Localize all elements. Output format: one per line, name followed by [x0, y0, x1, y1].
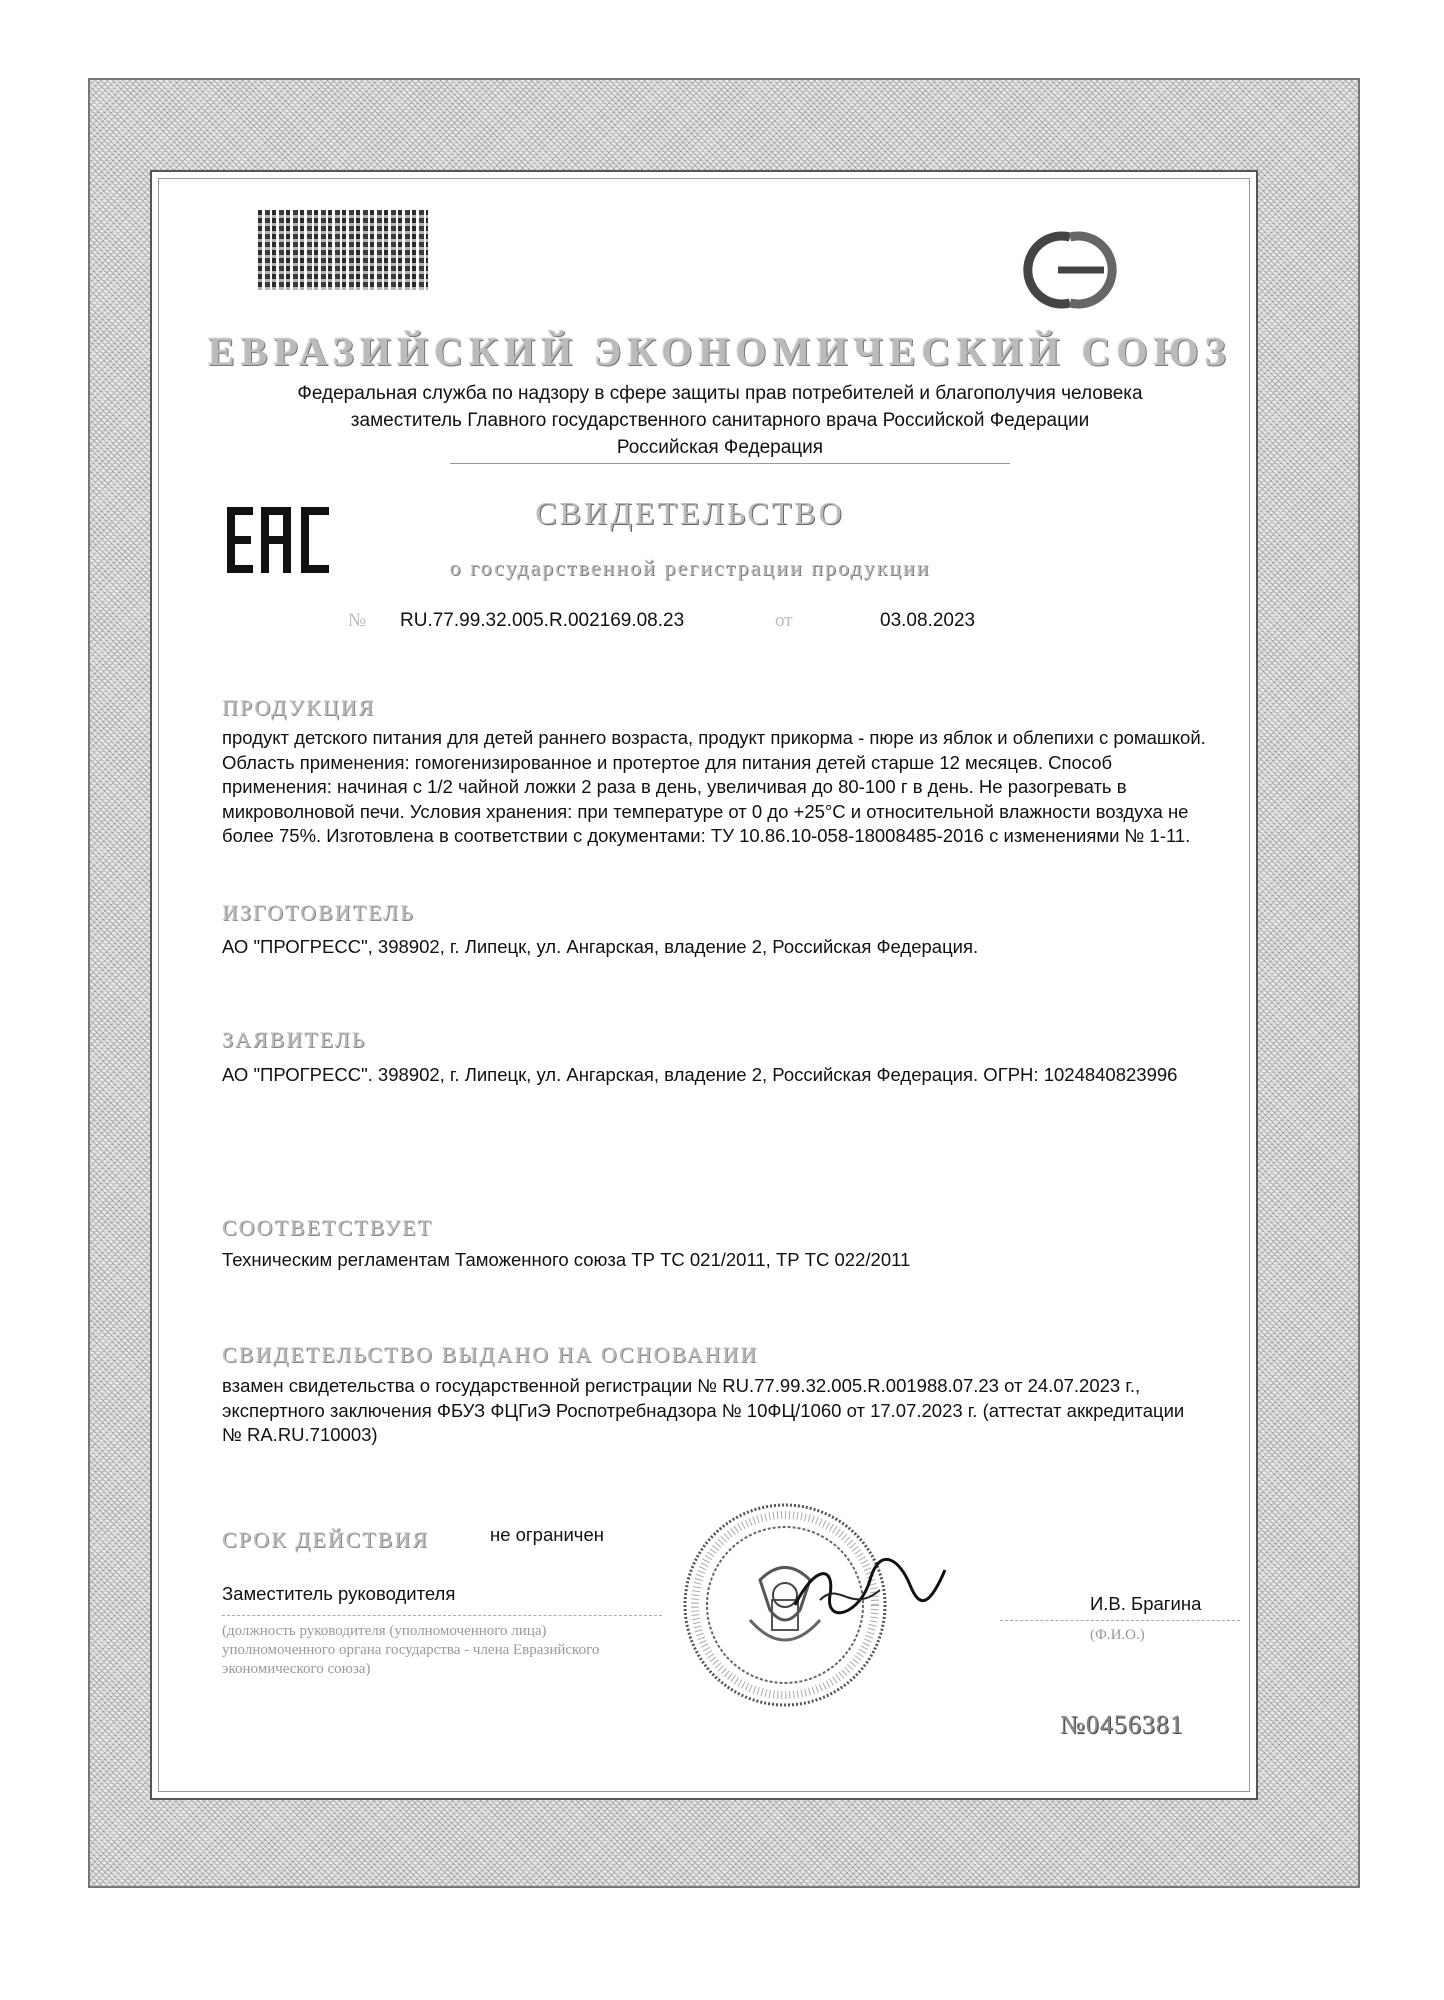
authority-line: заместитель Главного государственного санитарного врача Российской Федерации [350, 410, 1090, 431]
authority-line: Российская Федерация [616, 437, 824, 458]
validity-value: не ограничен [490, 1524, 604, 1545]
name-caption: (Ф.И.О.) [1090, 1627, 1145, 1643]
product-label: ПРОДУКЦИЯ [222, 695, 376, 720]
handwritten-signature [790, 1555, 950, 1625]
certificate-number: RU.77.99.32.005.R.002169.08.23 [400, 610, 685, 631]
signature-line [222, 1615, 662, 1616]
name-line [1000, 1620, 1240, 1621]
document-subtitle: о государственной регистрации продукции [449, 555, 931, 580]
manufacturer-label: ИЗГОТОВИТЕЛЬ [222, 900, 415, 925]
barcode-image [258, 210, 428, 290]
validity-label: СРОК ДЕЙСТВИЯ [222, 1527, 429, 1552]
se-logo-icon [1000, 225, 1140, 315]
union-title: ЕВРАЗИЙСКИЙ ЭКОНОМИЧЕСКИЙ СОЮЗ [208, 329, 1232, 374]
authority-line: Федеральная служба по надзору в сфере защиты прав потребителей и благополучия человека [297, 383, 1143, 404]
issuing-authority [200, 380, 1240, 461]
signatory-position: Заместитель руководителя [222, 1583, 456, 1604]
certificate-date: 03.08.2023 [880, 610, 976, 631]
conforms-text: Техническим регламентам Таможенного союза ТР ТС 021/2011, ТР ТС 022/2011 [222, 1249, 911, 1270]
conforms-label: СООТВЕТСТВУЕТ [222, 1215, 433, 1240]
serial-number: №0456381 [1060, 1710, 1184, 1739]
document-title: СВИДЕТЕЛЬСТВО [535, 495, 845, 531]
signatory-name: И.В. Брагина [1090, 1593, 1202, 1614]
basis-text: взамен свидетельства о государственной регистрации № RU.77.99.32.005.R.001988.07.23 от 24.07.2023 г., экспертного заключения ФБУЗ ФЦГиЭ Роспотребнадзора № 10ФЦ/1060 от 17.07.2023 г. (аттестат аккредитации № RA.RU.710003) [222, 1375, 1185, 1445]
position-caption: (должность руководителя (уполномоченного лица) уполномоченного органа государства - члена Евразийского экономического союза) [222, 1623, 600, 1677]
applicant-label: ЗАЯВИТЕЛЬ [222, 1027, 367, 1052]
applicant-text: АО "ПРОГРЕСС". 398902, г. Липецк, ул. Ангарская, владение 2, Российская Федерация. ОГРН: 1024840823996 [222, 1064, 1178, 1085]
date-label: от [775, 610, 793, 631]
manufacturer-text: АО "ПРОГРЕСС", 398902, г. Липецк, ул. Ангарская, владение 2, Российская Федерация. [222, 936, 979, 957]
basis-label: СВИДЕТЕЛЬСТВО ВЫДАНО НА ОСНОВАНИИ [222, 1342, 759, 1367]
product-text: продукт детского питания для детей раннего возраста, продукт прикорма - пюре из яблок и облепихи с ромашкой. Область применения: гомогенизированное и протертое для питания детей старше 12 месяцев. Способ применения: начиная с 1/2 чайной ложки 2 раза в день, увеличивая до 80-100 г в день. Не разогревать в микроволновой печи. Условия хранения: при температуре от 0 до +25°С и относительной влажности воздуха не более 75%. Изготовлена в соответствии с документами: ТУ 10.86.10-058-18008485-2016 с изменениями № 1-11. [222, 727, 1206, 846]
number-label: № [348, 610, 367, 631]
authority-caption-line [450, 463, 1010, 472]
